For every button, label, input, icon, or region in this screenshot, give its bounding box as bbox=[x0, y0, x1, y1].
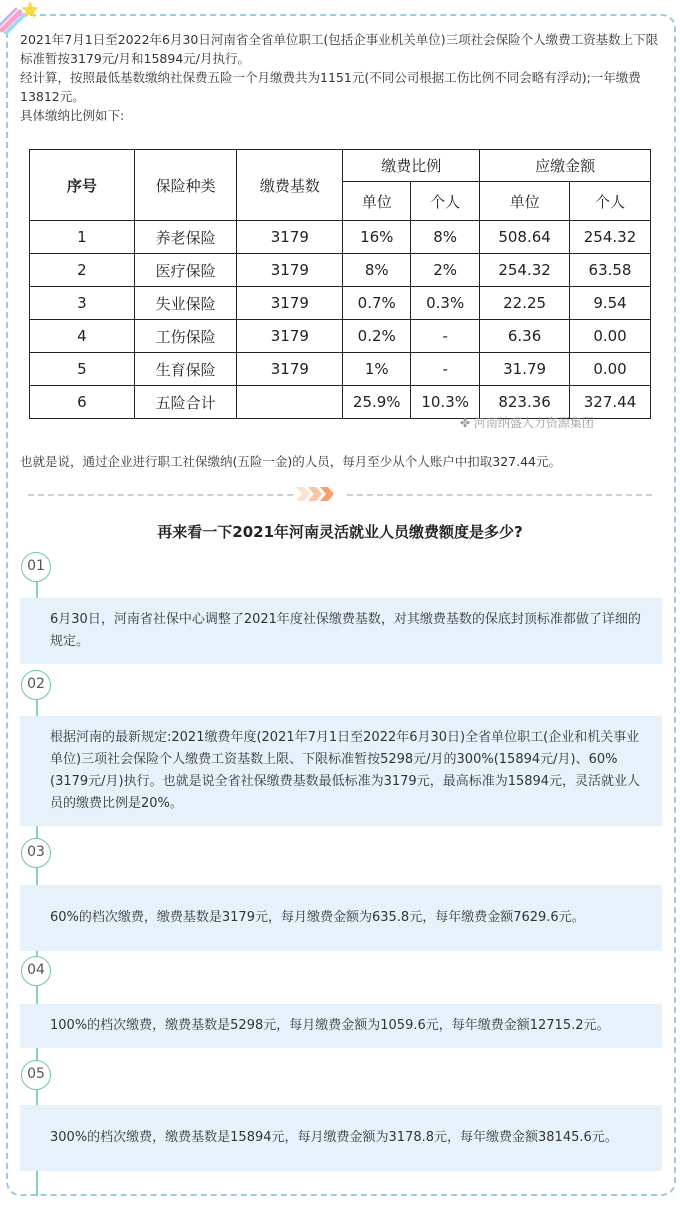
header-ratio: 缴费比例 bbox=[343, 150, 480, 182]
item-box-2 bbox=[20, 716, 662, 826]
cell-no: 3 bbox=[30, 287, 135, 320]
cell-ratio-unit: 0.7% bbox=[343, 287, 411, 320]
header-base: 缴费基数 bbox=[237, 150, 343, 221]
cell-ratio-personal: - bbox=[411, 320, 480, 353]
intro-line-1: 2021年7月1日至2022年6月30日河南省全省单位职工(包括企事业机关单位)三项社会保险个人缴费工资基数上下限标准暂按3179元/月和15894元/月执行。 bbox=[20, 32, 659, 66]
table-row bbox=[30, 320, 651, 353]
item-box-5 bbox=[20, 1105, 662, 1171]
table-header-row bbox=[30, 150, 651, 182]
cell-amount-unit: 6.36 bbox=[480, 320, 570, 353]
item-text: 100%的档次缴费，缴费基数是5298元，每月缴费金额为1059.6元，每年缴费金额12715.2元。 bbox=[50, 1018, 610, 1033]
header-amount-unit: 单位 bbox=[480, 182, 570, 221]
table-row bbox=[30, 353, 651, 386]
intro-text bbox=[20, 30, 670, 125]
item-number-5: 05 bbox=[21, 1060, 51, 1090]
chevrons-icon bbox=[294, 485, 344, 503]
item-text: 300%的档次缴费，缴费基数是15894元，每月缴费金额为3178.8元，每年缴费金额38145.6元。 bbox=[50, 1130, 618, 1145]
cell-amount-personal: 9.54 bbox=[570, 287, 651, 320]
cell-amount-unit: 254.32 bbox=[480, 254, 570, 287]
cell-amount-unit: 508.64 bbox=[480, 221, 570, 254]
item-number-4: 04 bbox=[21, 956, 51, 986]
summary-text: 也就是说，通过企业进行职工社保缴纳(五险一金)的人员，每月至少从个人账户中扣取327.44元。 bbox=[20, 454, 561, 469]
cell-no: 1 bbox=[30, 221, 135, 254]
cell-ratio-personal: - bbox=[411, 353, 480, 386]
cell-ratio-unit: 16% bbox=[343, 221, 411, 254]
insurance-table bbox=[29, 149, 651, 419]
item-box-4 bbox=[20, 1004, 662, 1048]
table-row bbox=[30, 287, 651, 320]
item-number-1: 01 bbox=[21, 552, 51, 582]
item-box-1 bbox=[20, 598, 662, 664]
header-ratio-unit: 单位 bbox=[343, 182, 411, 221]
header-no: 序号 bbox=[30, 150, 135, 221]
cell-type: 五险合计 bbox=[134, 386, 237, 419]
cell-ratio-unit: 0.2% bbox=[343, 320, 411, 353]
cell-type: 失业保险 bbox=[134, 287, 237, 320]
cell-ratio-personal: 0.3% bbox=[411, 287, 480, 320]
section-heading: 再来看一下2021年河南灵活就业人员缴费额度是多少? bbox=[157, 523, 523, 541]
watermark-text: 河南纳盛人力资源集团 bbox=[473, 416, 594, 430]
header-type: 保险种类 bbox=[134, 150, 237, 221]
cell-base bbox=[237, 386, 343, 419]
cell-ratio-unit: 1% bbox=[343, 353, 411, 386]
cell-amount-unit: 31.79 bbox=[480, 353, 570, 386]
cell-amount-personal: 254.32 bbox=[570, 221, 651, 254]
rainbow-star-icon bbox=[0, 0, 40, 34]
intro-line-3: 具体缴纳比例如下: bbox=[20, 108, 125, 123]
cell-type: 医疗保险 bbox=[134, 254, 237, 287]
watermark bbox=[460, 414, 594, 431]
cell-ratio-unit: 25.9% bbox=[343, 386, 411, 419]
cell-ratio-personal: 10.3% bbox=[411, 386, 480, 419]
cell-base: 3179 bbox=[237, 320, 343, 353]
item-text: 6月30日，河南省社保中心调整了2021年度社保缴费基数，对其缴费基数的保底封顶标准都做了详细的规定。 bbox=[50, 612, 641, 649]
cell-amount-personal: 0.00 bbox=[570, 353, 651, 386]
table-row bbox=[30, 221, 651, 254]
cell-type: 生育保险 bbox=[134, 353, 237, 386]
cell-amount-personal: 327.44 bbox=[570, 386, 651, 419]
cell-base: 3179 bbox=[237, 254, 343, 287]
cell-type: 养老保险 bbox=[134, 221, 237, 254]
header-ratio-personal: 个人 bbox=[411, 182, 480, 221]
item-text: 根据河南的最新规定:2021缴费年度(2021年7月1日至2022年6月30日)全省单位职工(企业和机关事业单位)三项社会保险个人缴费工资基数上限、下限标准暂按5298元/月的300%(15894元/月)、60%(3179元/月)执行。也就是说全省社保缴费基数最低标准为3179元，最高标准为15894元，灵活就业人员的缴费比例是20%。 bbox=[50, 730, 641, 811]
table-row bbox=[30, 254, 651, 287]
cell-base: 3179 bbox=[237, 353, 343, 386]
item-text: 60%的档次缴费，缴费基数是3179元，每月缴费金额为635.8元，每年缴费金额7629.6元。 bbox=[50, 910, 585, 925]
cell-ratio-personal: 2% bbox=[411, 254, 480, 287]
item-box-3 bbox=[20, 885, 662, 951]
cell-type: 工伤保险 bbox=[134, 320, 237, 353]
cell-no: 2 bbox=[30, 254, 135, 287]
cell-amount-unit: 22.25 bbox=[480, 287, 570, 320]
cell-no: 4 bbox=[30, 320, 135, 353]
cell-no: 5 bbox=[30, 353, 135, 386]
cell-amount-personal: 0.00 bbox=[570, 320, 651, 353]
header-amount-personal: 个人 bbox=[570, 182, 651, 221]
cell-ratio-personal: 8% bbox=[411, 221, 480, 254]
wechat-icon: ✤ bbox=[460, 416, 471, 430]
cell-ratio-unit: 8% bbox=[343, 254, 411, 287]
cell-base: 3179 bbox=[237, 287, 343, 320]
cell-amount-personal: 63.58 bbox=[570, 254, 651, 287]
cell-base: 3179 bbox=[237, 221, 343, 254]
intro-line-2: 经计算，按照最低基数缴纳社保费五险一个月缴费共为1151元(不同公司根据工伤比例不同会略有浮动);一年缴费13812元。 bbox=[20, 70, 641, 104]
item-number-2: 02 bbox=[21, 670, 51, 700]
cell-amount-unit: 823.36 bbox=[480, 386, 570, 419]
item-number-3: 03 bbox=[21, 838, 51, 868]
header-amount: 应缴金额 bbox=[480, 150, 651, 182]
cell-no: 6 bbox=[30, 386, 135, 419]
